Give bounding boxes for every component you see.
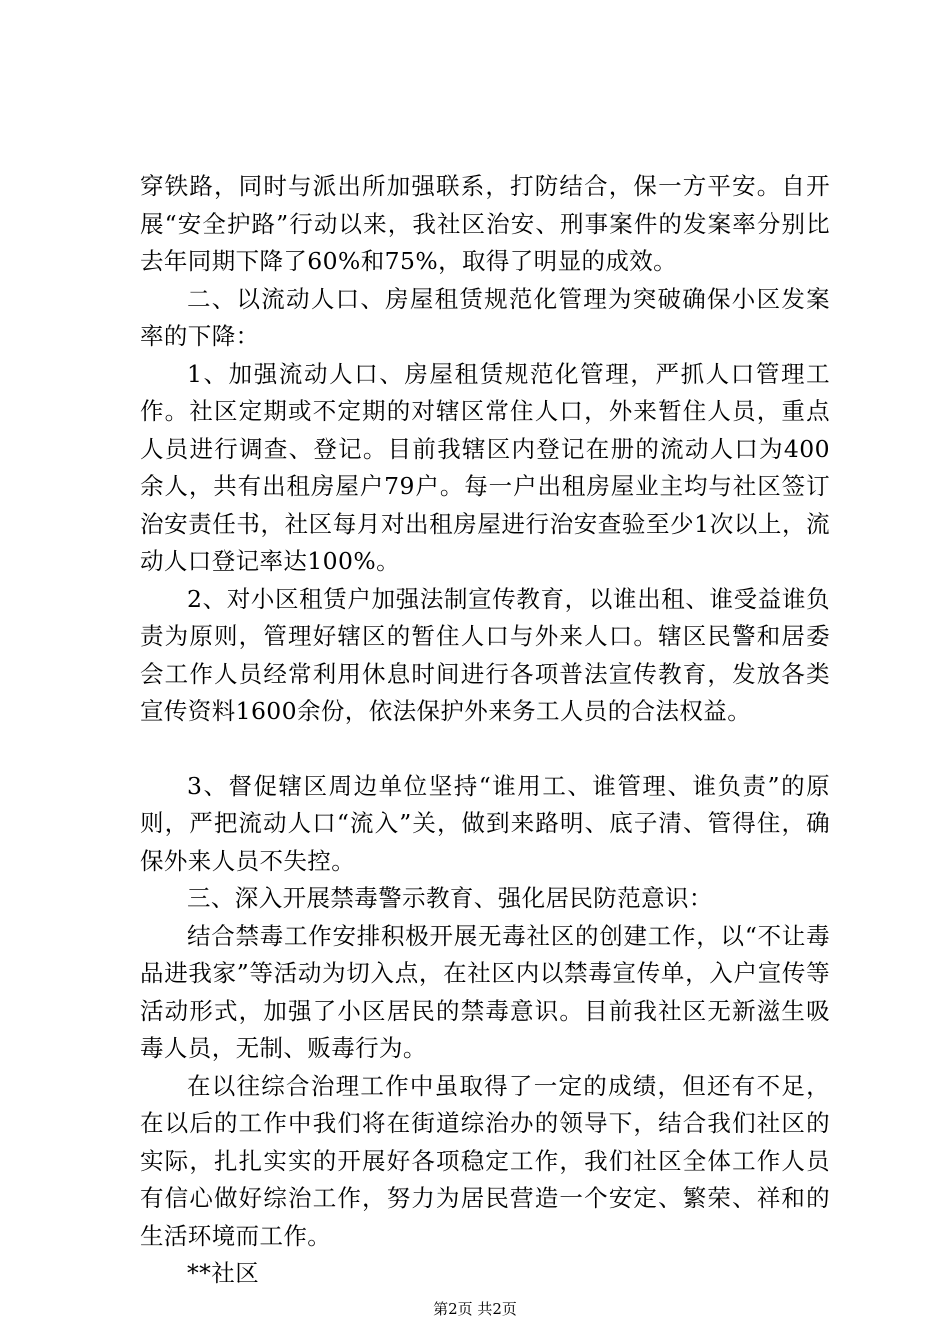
section-heading-3: 三、深入开展禁毒警示教育、强化居民防范意识： [187,884,713,912]
document-body [140,168,830,1293]
paragraph-item-2: 2、对小区租赁户加强法制宣传教育，以谁出租、谁受益谁负责为原则，管理好辖区的暂住人口与外来人口。辖区民警和居委会工作人员经常利用休息时间进行各项普法宣传教育，发放各类宣传资料1600余份，依法保护外来务工人员的合法权益。 [140,584,830,725]
section-heading-2: 二、以流动人口、房屋租赁规范化管理为突破确保小区发案率的下降： [140,284,830,350]
page-number-footer: 第2页 共2页 [433,1300,517,1318]
paragraph-continuation: 穿铁路，同时与派出所加强联系，打防结合，保一方平安。自开展“安全护路”行动以来，我社区治安、刑事案件的发案率分别比去年同期下降了60%和75%，取得了明显的成效。 [140,172,830,275]
paragraph-conclusion: 在以往综合治理工作中虽取得了一定的成绩，但还有不足，在以后的工作中我们将在街道综治办的领导下，结合我们社区的实际，扎扎实实的开展好各项稳定工作，我们社区全体工作人员有信心做好综治工作，努力为居民营造一个安定、繁荣、祥和的生活环境而工作。 [140,1071,830,1250]
paragraph-drug-prevention: 结合禁毒工作安排积极开展无毒社区的创建工作，以“不让毒品进我家”等活动为切入点，在社区内以禁毒宣传单，入户宣传等活动形式，加强了小区居民的禁毒意识。目前我社区无新滋生吸毒人员，无制、贩毒行为。 [140,921,830,1062]
paragraph-item-3: 3、督促辖区周边单位坚持“谁用工、谁管理、谁负责”的原则，严把流动人口“流入”关，做到来路明、底子清、管得住，确保外来人员不失控。 [140,771,830,875]
paragraph-item-1: 1、加强流动人口、房屋租赁规范化管理，严抓人口管理工作。社区定期或不定期的对辖区常住人口，外来暂住人员，重点人员进行调查、登记。目前我辖区内登记在册的流动人口为400余人，共有出租房屋户79户。每一户出租房屋业主均与社区签订治安责任书，社区每月对出租房屋进行治安查验至少1次以上，流动人口登记率达100%。 [140,359,830,575]
signature-community: **社区 [187,1259,260,1287]
